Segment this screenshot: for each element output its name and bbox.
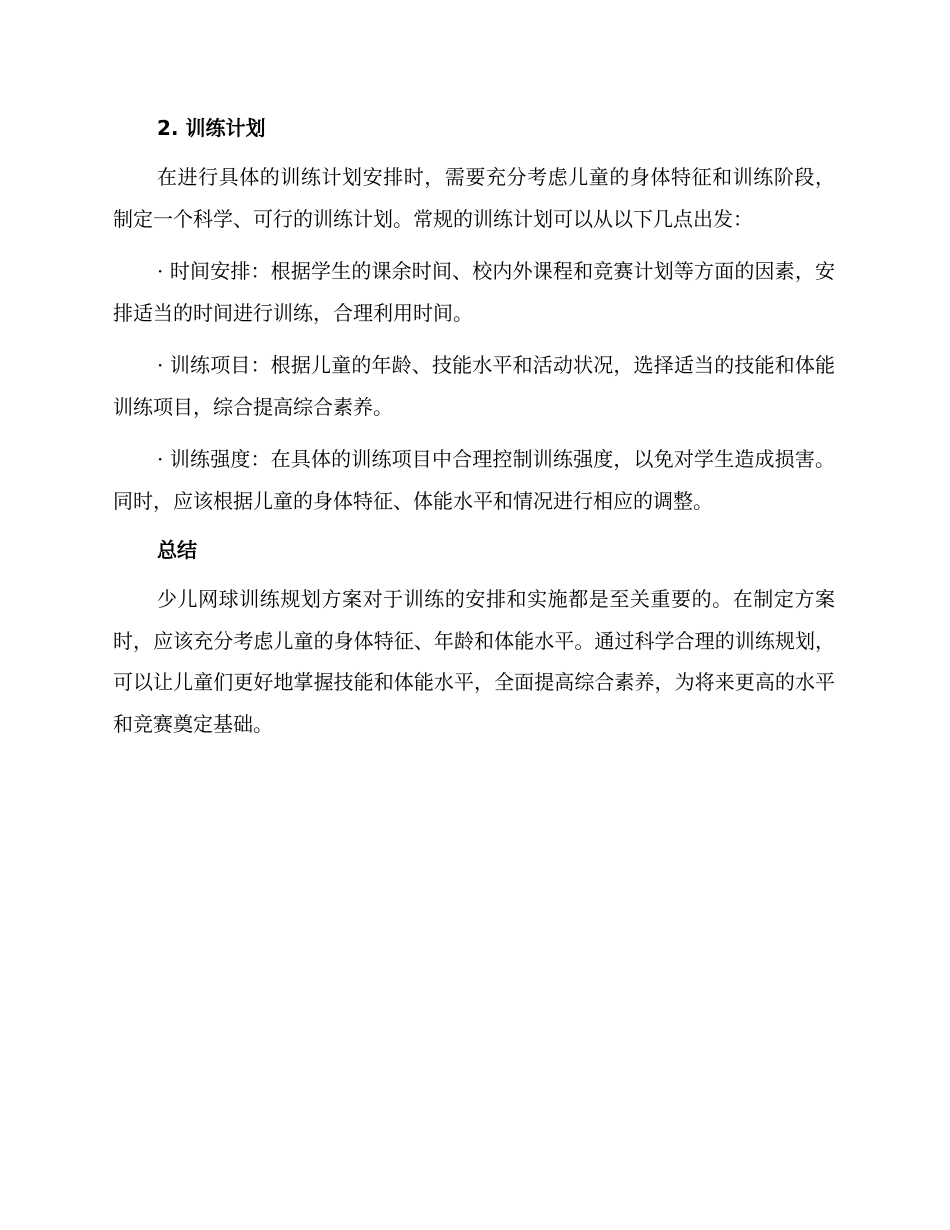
section-heading-training-plan: 2. 训练计划: [157, 116, 266, 140]
bullet-training-items: · 训练项目：根据儿童的年龄、技能水平和活动状况，选择适当的技能和体能训练项目，综合提高综合素养。: [113, 353, 835, 419]
document-content: [113, 110, 835, 745]
bullet-training-intensity: · 训练强度：在具体的训练项目中合理控制训练强度，以免对学生造成损害。同时，应该根据儿童的身体特征、体能水平和情况进行相应的调整。: [113, 447, 835, 513]
summary-body: 少儿网球训练规划方案对于训练的安排和实施都是至关重要的。在制定方案时，应该充分考虑儿童的身体特征、年龄和体能水平。通过科学合理的训练规划，可以让儿童们更好地掌握技能和体能水平，全面提高综合素养，为将来更高的水平和竞赛奠定基础。: [113, 587, 835, 736]
training-plan-intro: 在进行具体的训练计划安排时，需要充分考虑儿童的身体特征和训练阶段，制定一个科学、可行的训练计划。常规的训练计划可以从以下几点出发：: [113, 165, 835, 231]
section-heading-summary: 总结: [157, 538, 197, 562]
bullet-time-arrangement: · 时间安排：根据学生的课余时间、校内外课程和竞赛计划等方面的因素，安排适当的时间进行训练，合理利用时间。: [113, 259, 835, 325]
